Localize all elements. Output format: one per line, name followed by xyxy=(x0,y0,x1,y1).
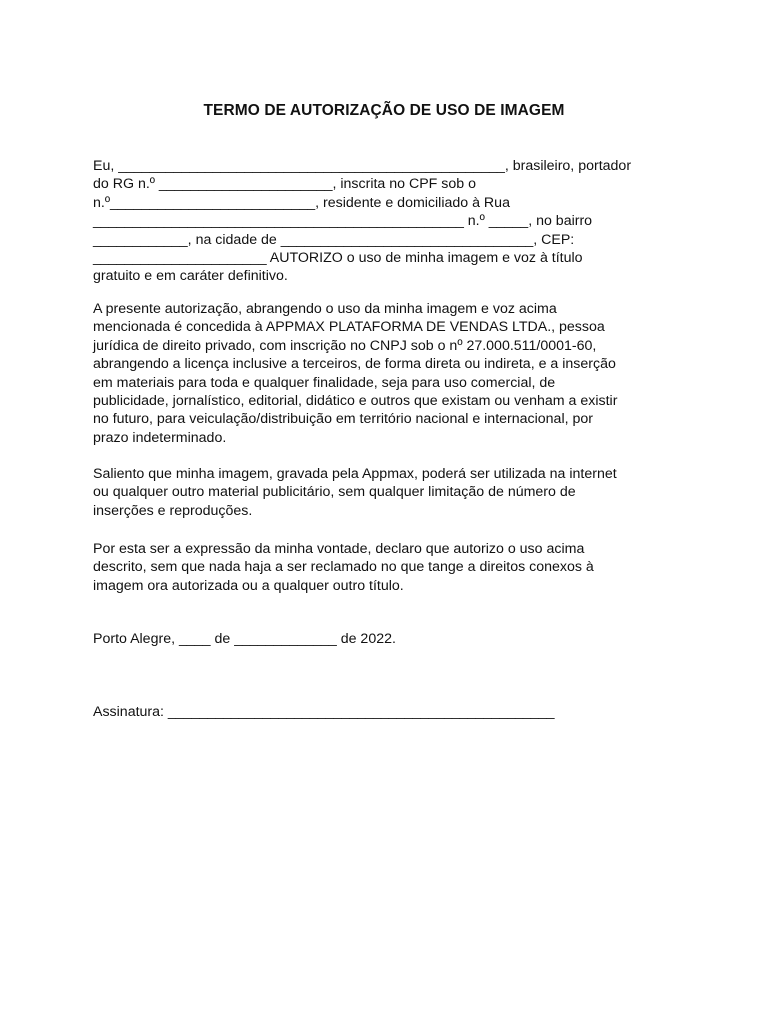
text-line: abrangendo a licença inclusive a terceiros, de forma direta ou indireta, e a inserção xyxy=(93,356,616,373)
text-line: Por esta ser a expressão da minha vontade, declaro que autorizo o uso acima xyxy=(93,541,585,557)
text-line: A presente autorização, abrangendo o uso da minha imagem e voz acima xyxy=(93,301,557,317)
text-line: inserções e reproduções. xyxy=(93,502,253,519)
text-line: _______________________________________________ n.º _____, no bairro xyxy=(93,213,593,230)
text-line: ou qualquer outro material publicitário, sem qualquer limitação de número de xyxy=(93,484,576,501)
date-line xyxy=(93,630,396,648)
declaration-paragraph xyxy=(93,540,594,595)
text-line: no futuro, para veiculação/distribuição em território nacional e internacional, por xyxy=(93,411,593,428)
document-title: TERMO DE AUTORIZAÇÃO DE USO DE IMAGEM xyxy=(203,102,565,119)
text-line: jurídica de direito privado, com inscrição no CNPJ sob o nº 27.000.511/0001-60, xyxy=(93,337,597,354)
text-line: mencionada é concedida à APPMAX PLATAFORMA DE VENDAS LTDA., pessoa xyxy=(93,319,605,336)
signature-text: Assinatura: _________________________________________________ xyxy=(93,704,555,720)
text-line: n.º__________________________, residente e domiciliado à Rua xyxy=(93,194,510,211)
scope-paragraph xyxy=(93,300,617,447)
text-line: publicidade, jornalístico, editorial, didático e outros que existam ou venham a existir xyxy=(93,392,618,409)
authorization-paragraph xyxy=(93,157,631,286)
text-line: imagem ora autorizada ou a qualquer outro título. xyxy=(93,577,404,594)
text-line: ____________, na cidade de ________________________________, CEP: xyxy=(93,231,575,248)
text-line: descrito, sem que nada haja a ser reclamado no que tange a direitos conexos à xyxy=(93,559,594,576)
text-line: ______________________ AUTORIZO o uso de minha imagem e voz à título xyxy=(93,249,583,266)
usage-paragraph xyxy=(93,465,617,520)
text-line: Eu, _________________________________________________, brasileiro, portador xyxy=(93,158,632,174)
place-date-text: Porto Alegre, ____ de _____________ de 2022. xyxy=(93,631,396,647)
signature-line xyxy=(93,703,555,721)
text-line: Saliento que minha imagem, gravada pela Appmax, poderá ser utilizada na internet xyxy=(93,466,617,482)
text-line: do RG n.º ______________________, inscrita no CPF sob o xyxy=(93,176,477,193)
text-line: gratuito e em caráter definitivo. xyxy=(93,268,288,285)
text-line: em materiais para toda e qualquer finalidade, seja para uso comercial, de xyxy=(93,374,556,391)
text-line: prazo indeterminado. xyxy=(93,429,227,446)
